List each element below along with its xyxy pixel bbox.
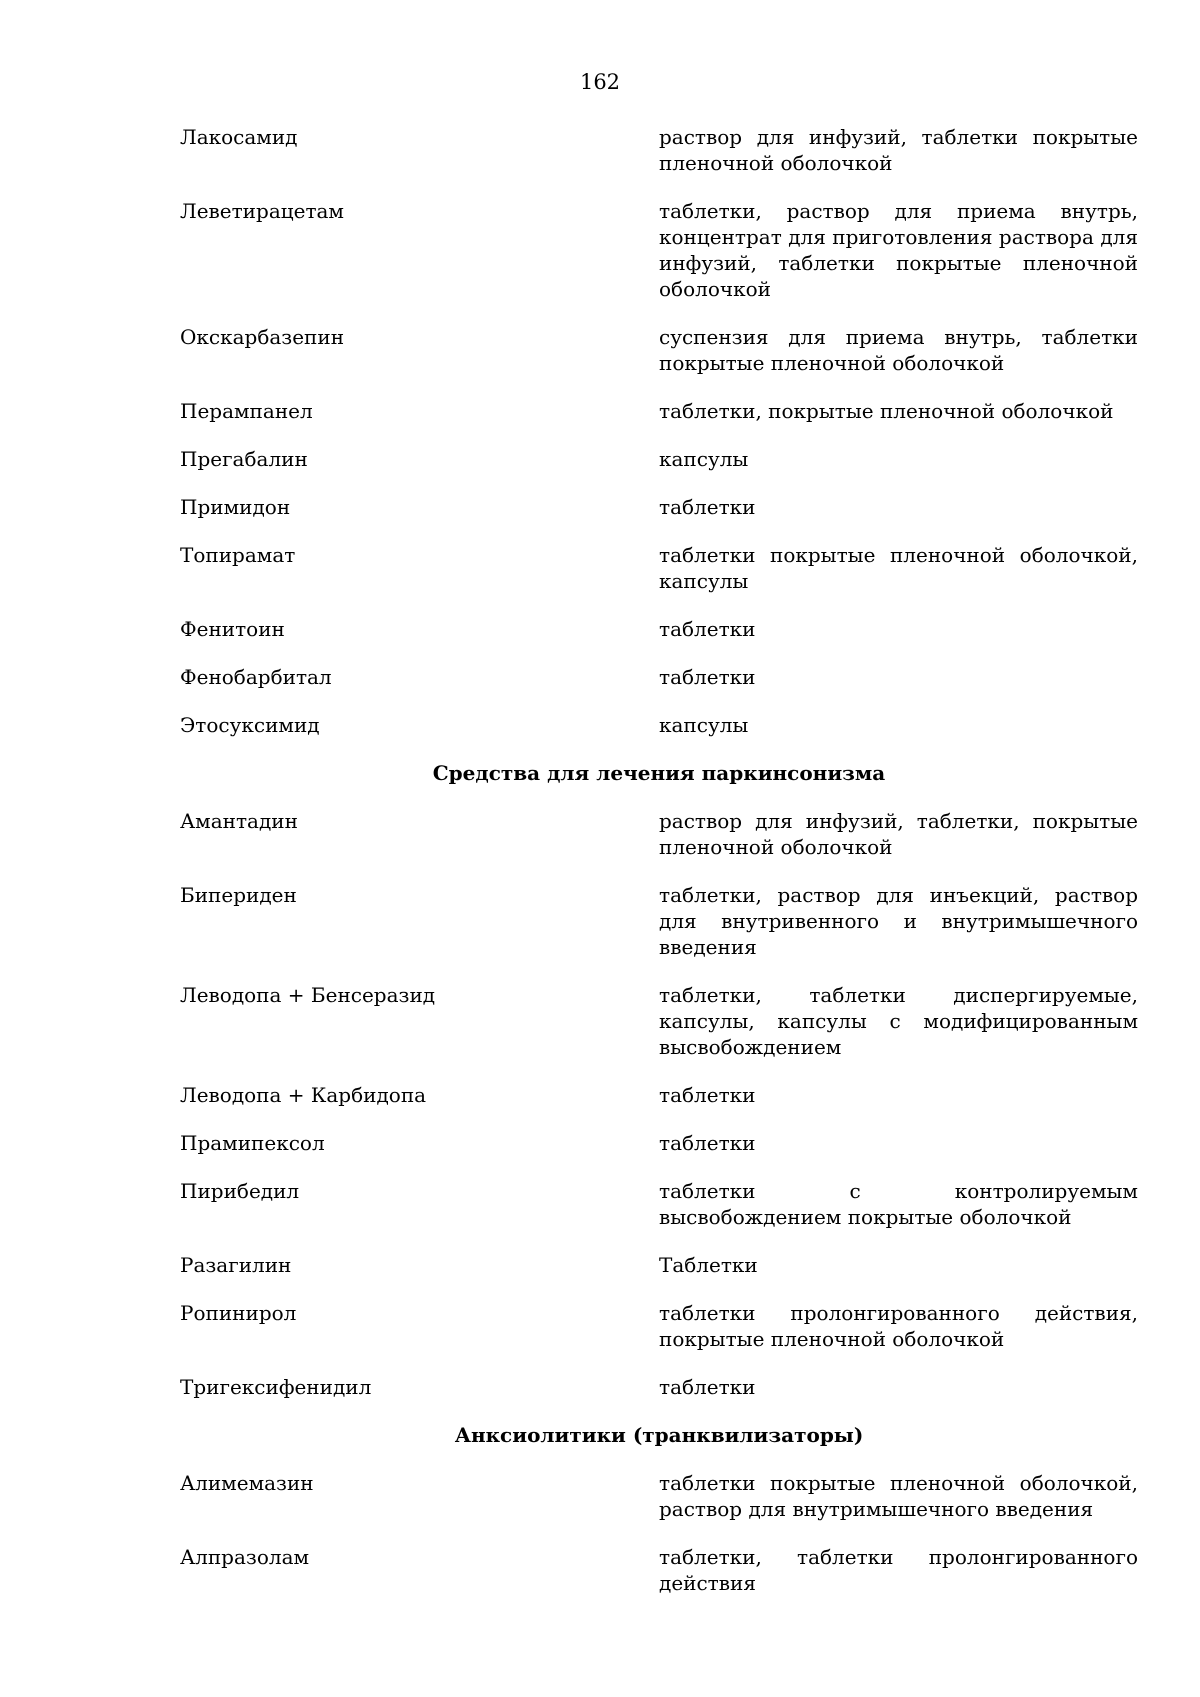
drug-name: Топирамат [180,543,296,567]
drug-name: Фенитоин [180,617,285,641]
dosage-form: таблетки [659,1375,756,1399]
dosage-form: таблетки [659,1131,756,1155]
drug-name: Алимемазин [180,1471,314,1495]
section-heading: Анксиолитики (транквилизаторы) [454,1423,864,1447]
dosage-form: таблетки, таблетки пролонгированного действия [659,1545,1138,1595]
drug-name: Прегабалин [180,447,308,471]
drug-name: Этосуксимид [180,713,320,737]
table-row [180,324,1138,376]
dosage-form: капсулы [659,447,749,471]
drug-name: Лакосамид [180,125,298,149]
table-row [180,1178,1138,1230]
table-row [180,494,1138,520]
dosage-form: таблетки [659,665,756,689]
table-row [180,1130,1138,1156]
drug-name: Ропинирол [180,1301,297,1325]
dosage-form: таблетки [659,1083,756,1107]
table-row [180,198,1138,302]
dosage-form: раствор для инфузий, таблетки, покрытые пленочной оболочкой [659,809,1138,859]
table-row [180,398,1138,424]
page-number: 162 [579,70,621,94]
dosage-form: таблетки, таблетки диспергируемые, капсулы, капсулы с модифицированным высвобождением [659,983,1138,1059]
table-row [180,882,1138,960]
table-row [180,1300,1138,1352]
table-row [180,664,1138,690]
table-row [180,982,1138,1060]
drug-name: Алпразолам [180,1545,310,1569]
dosage-form: таблетки [659,617,756,641]
drug-name: Леветирацетам [180,199,344,223]
table-row [180,446,1138,472]
drug-name: Бипериден [180,883,297,907]
dosage-form: раствор для инфузий, таблетки покрытые пленочной оболочкой [659,125,1138,175]
drug-name: Леводопа + Карбидопа [180,1083,427,1107]
drug-name: Тригексифенидил [180,1375,372,1399]
dosage-form: суспензия для приема внутрь, таблетки покрытые пленочной оболочкой [659,325,1138,375]
drug-name: Леводопа + Бенсеразид [180,983,436,1007]
dosage-form: капсулы [659,713,749,737]
dosage-form: таблетки, покрытые пленочной оболочкой [659,399,1114,423]
dosage-form: таблетки [659,495,756,519]
table-row [180,542,1138,594]
dosage-form: таблетки с контролируемым высвобождением покрытые оболочкой [659,1179,1138,1229]
table-row [180,808,1138,860]
dosage-form: таблетки пролонгированного действия, покрытые пленочной оболочкой [659,1301,1138,1351]
drug-name: Пирибедил [180,1179,300,1203]
drug-name: Окскарбазепин [180,325,345,349]
dosage-form: таблетки, раствор для приема внутрь, концентрат для приготовления раствора для инфузий, таблетки покрытые пленочной оболочкой [659,199,1138,301]
table-row [180,1374,1138,1400]
table-row [180,1082,1138,1108]
dosage-form: Таблетки [659,1253,758,1277]
drug-name: Примидон [180,495,291,519]
table-row [180,1544,1138,1596]
table-row [180,1470,1138,1522]
dosage-form: таблетки, раствор для инъекций, раствор для внутривенного и внутримышечного введения [659,883,1138,959]
drug-table [180,124,1138,1618]
drug-name: Амантадин [180,809,298,833]
dosage-form: таблетки покрытые пленочной оболочкой, капсулы [659,543,1138,593]
drug-name: Фенобарбитал [180,665,332,689]
table-row [180,712,1138,738]
table-row [180,616,1138,642]
drug-name: Разагилин [180,1253,292,1277]
table-row [180,124,1138,176]
table-row [180,1252,1138,1278]
dosage-form: таблетки покрытые пленочной оболочкой, раствор для внутримышечного введения [659,1471,1138,1521]
drug-name: Перампанел [180,399,313,423]
drug-name: Прамипексол [180,1131,325,1155]
section-heading: Средства для лечения паркинсонизма [432,761,886,785]
